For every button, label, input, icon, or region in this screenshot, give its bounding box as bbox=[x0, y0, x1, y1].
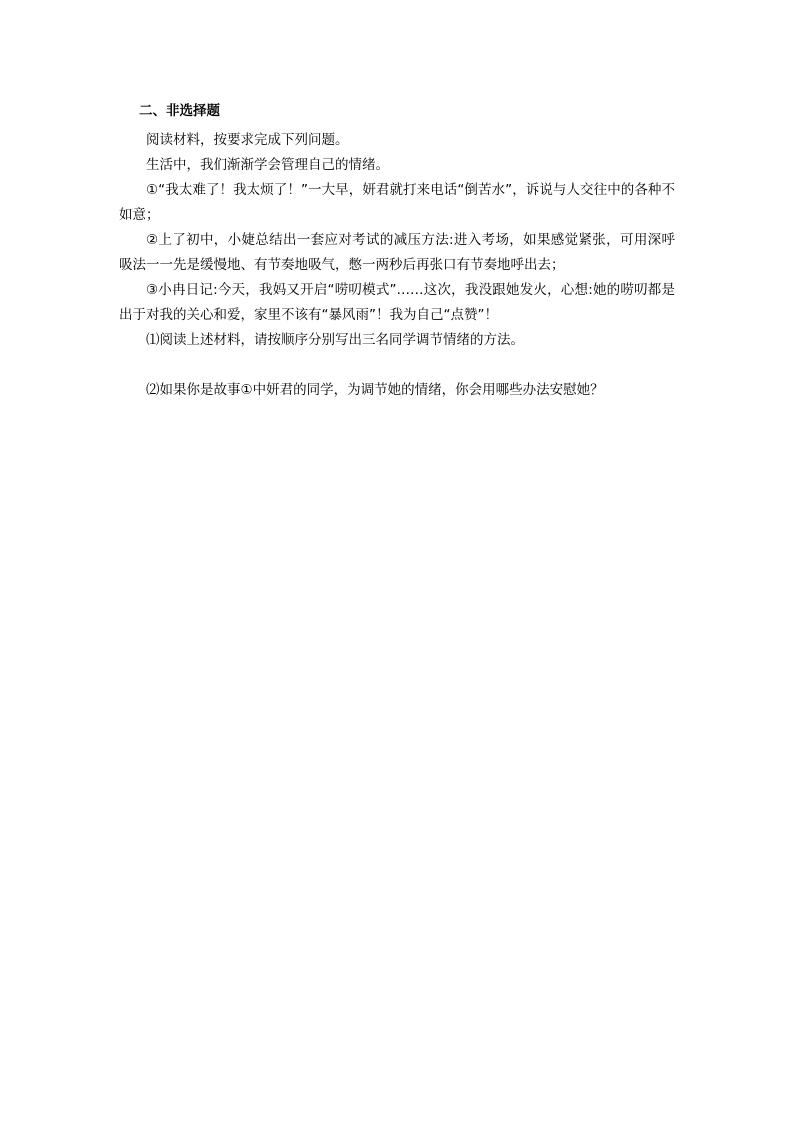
question-block bbox=[119, 98, 675, 403]
material-intro: 生活中，我们渐渐学会管理自己的情绪。 bbox=[146, 157, 389, 173]
section-title: 二、非选择题 bbox=[139, 103, 220, 119]
story-2: ②上了初中，小婕总结出一套应对考试的减压方法:进入考场，如果感觉紧张，可用深呼吸法一一先是缓慢地、有节奏地吸气，憋一两秒后再张口有节奏地呼出去； bbox=[119, 232, 675, 273]
material-instruction: 阅读材料，按要求完成下列问题。 bbox=[146, 132, 349, 148]
question-1: ⑴阅读上述材料，请按顺序分别写出三名同学调节情绪的方法。 bbox=[146, 332, 524, 348]
question-2: ⑵如果你是故事①中妍君的同学，为调节她的情绪，你会用哪些办法安慰她？ bbox=[146, 382, 604, 398]
story-3: ③小冉日记:今天，我妈又开启“唠叨模式”……这次，我没跟她发火，心想:她的唠叨都是出于对我的关心和爱，家里不该有“暴风雨”！我为自己“点赞”！ bbox=[119, 282, 675, 323]
story-1: ①“我太难了！我太烦了！”一大早，妍君就打来电话“倒苦水”，诉说与人交往中的各种不如意； bbox=[119, 182, 675, 223]
